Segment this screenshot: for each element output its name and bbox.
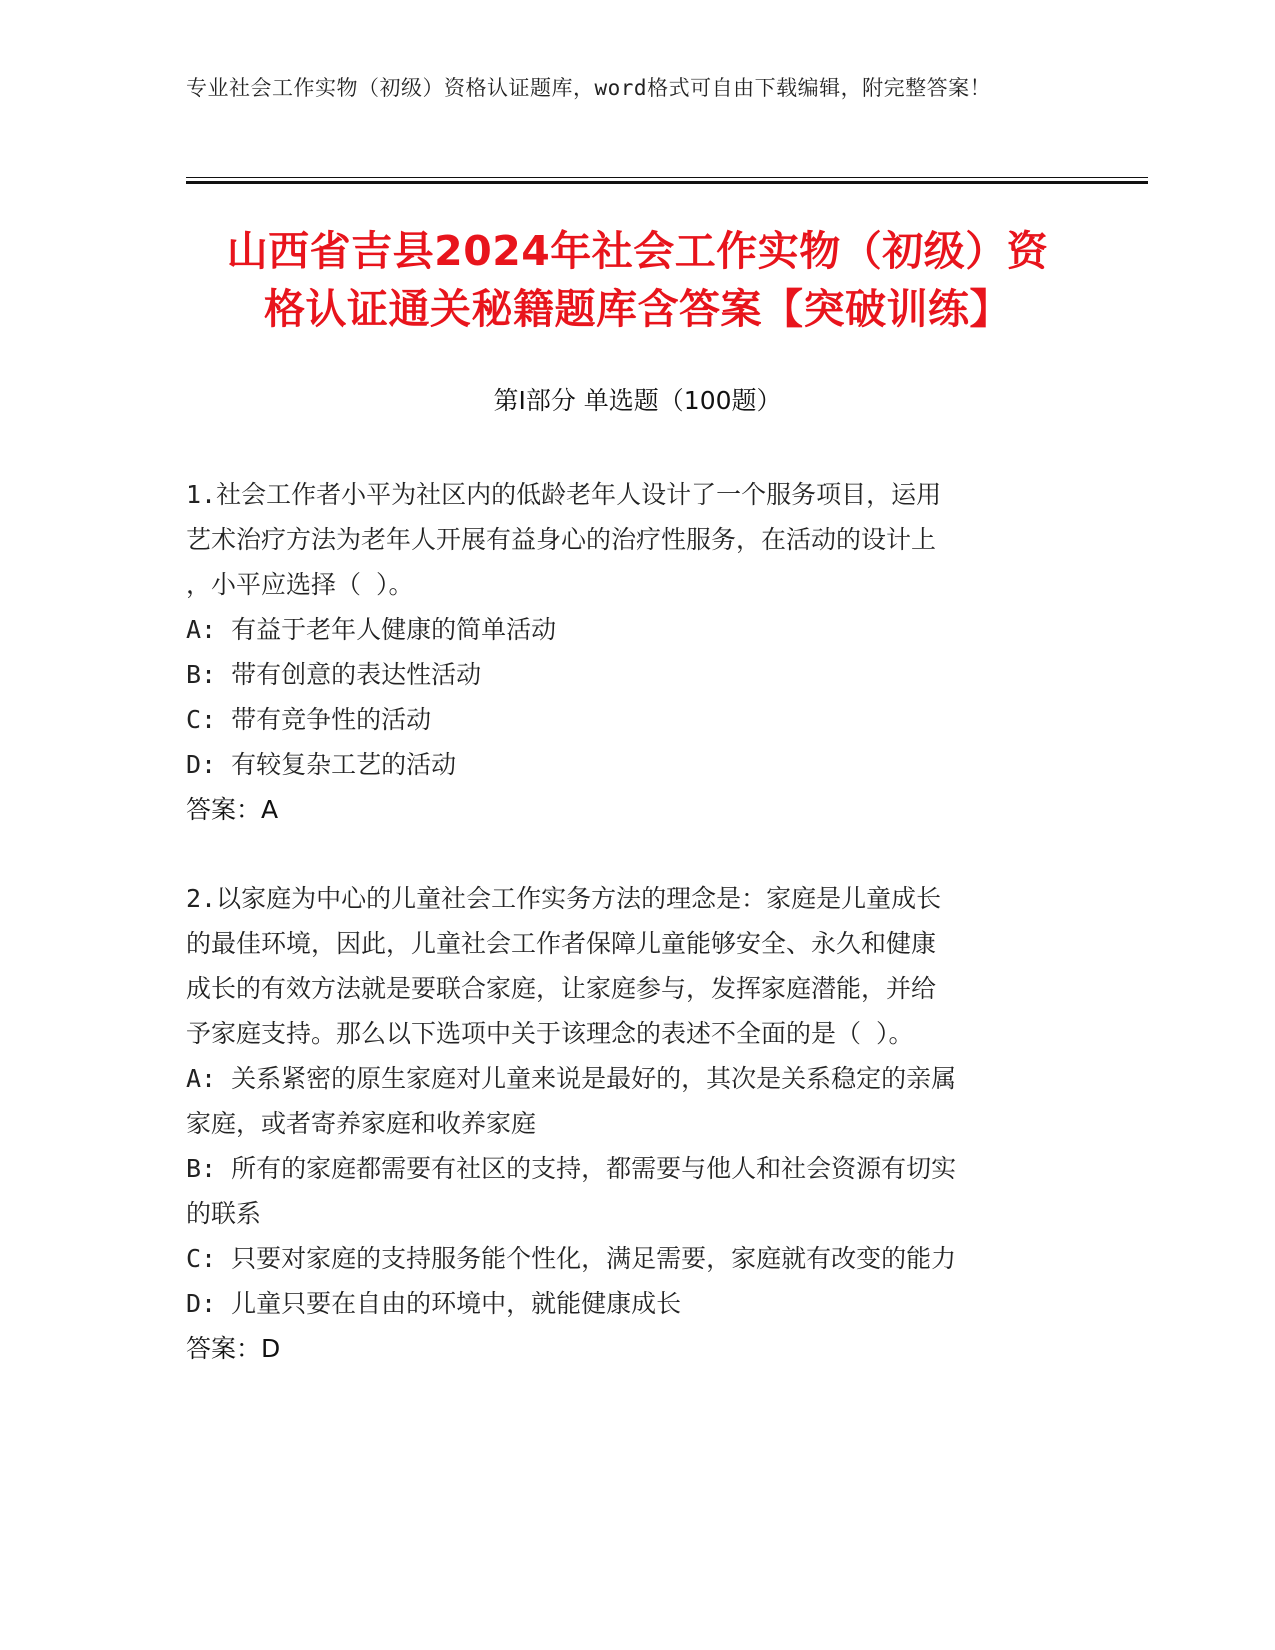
- question-1: [186, 472, 1066, 832]
- option-a: A: 关系紧密的原生家庭对儿童来说是最好的，其次是关系稳定的亲属: [186, 1064, 957, 1093]
- document-title: [150, 222, 1125, 338]
- option-d: D: 儿童只要在自由的环境中，就能健康成长: [186, 1289, 682, 1318]
- question-stem-line: 予家庭支持。那么以下选项中关于该理念的表述不全面的是（ ）。: [186, 1019, 914, 1048]
- option-b-continued: 的联系: [186, 1199, 262, 1228]
- header-divider-thick: [186, 181, 1148, 184]
- question-stem-line: 艺术治疗方法为老年人开展有益身心的治疗性服务，在活动的设计上: [186, 525, 937, 554]
- question-stem-line: 2.以家庭为中心的儿童社会工作实务方法的理念是：家庭是儿童成长: [186, 884, 942, 913]
- option-c: C: 带有竞争性的活动: [186, 705, 432, 734]
- option-a: A: 有益于老年人健康的简单活动: [186, 615, 557, 644]
- question-stem-line: 1.社会工作者小平为社区内的低龄老年人设计了一个服务项目，运用: [186, 480, 942, 509]
- option-d: D: 有较复杂工艺的活动: [186, 750, 457, 779]
- header-divider-thin: [186, 177, 1148, 178]
- answer: 答案：A: [186, 795, 279, 824]
- question-stem-line: ，小平应选择（ ）。: [186, 570, 414, 599]
- option-b: B: 带有创意的表达性活动: [186, 660, 482, 689]
- document-title-line-1: 山西省吉县2024年社会工作实物（初级）资: [226, 227, 1049, 275]
- option-b: B: 所有的家庭都需要有社区的支持，都需要与他人和社会资源有切实: [186, 1154, 957, 1183]
- section-title: 第Ⅰ部分 单选题（100题）: [493, 386, 782, 415]
- answer: 答案：D: [186, 1334, 281, 1363]
- question-2: [186, 876, 1066, 1371]
- question-stem-line: 成长的有效方法就是要联合家庭，让家庭参与，发挥家庭潜能，并给: [186, 974, 937, 1003]
- option-a-continued: 家庭，或者寄养家庭和收养家庭: [186, 1109, 537, 1138]
- document-title-line-2: 格认证通关秘籍题库含答案【突破训练】: [264, 285, 1011, 333]
- option-c: C: 只要对家庭的支持服务能个性化，满足需要，家庭就有改变的能力: [186, 1244, 957, 1273]
- header-note: 专业社会工作实物（初级）资格认证题库，word格式可自由下载编辑，附完整答案！: [186, 76, 992, 100]
- question-stem-line: 的最佳环境，因此，儿童社会工作者保障儿童能够安全、永久和健康: [186, 929, 937, 958]
